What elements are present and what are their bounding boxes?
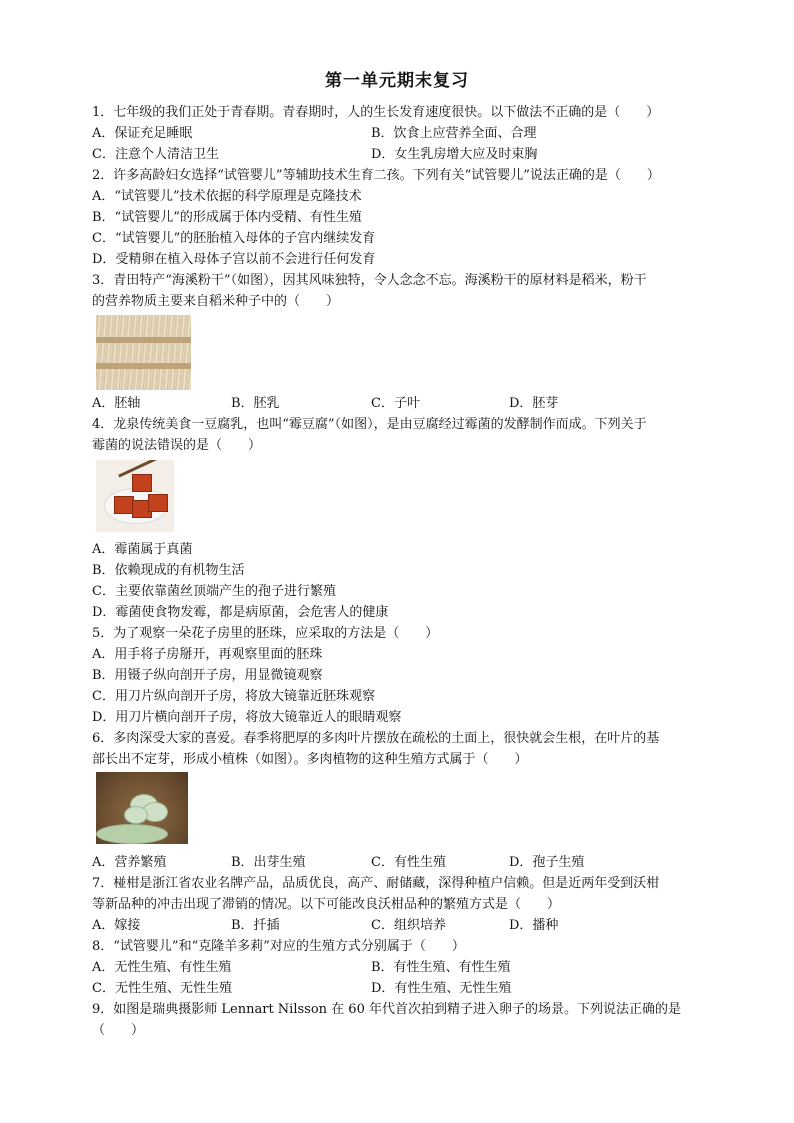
question-3-option-a[interactable]: A．胚轴 — [92, 396, 141, 411]
question-1-options-row-2 — [92, 145, 538, 165]
question-8-option-b[interactable]: B．有性生殖、有性生殖 — [371, 960, 511, 975]
question-2-stem: 2．许多高龄妇女选择“试管婴儿”等辅助技术生育二孩。下列有关“试管婴儿”说法正确的是（ ） — [92, 168, 660, 183]
question-8-option-d[interactable]: D．有性生殖、无性生殖 — [371, 981, 512, 996]
question-8-options-row-1 — [92, 958, 511, 978]
question-8-stem: 8．“试管婴儿”和“克隆羊多莉”对应的生殖方式分别属于（ ） — [92, 939, 465, 954]
question-7-option-c[interactable]: C．组织培养 — [371, 918, 446, 933]
question-5-option-c[interactable]: C．用刀片纵向剖开子房，将放大镜靠近胚珠观察 — [92, 689, 375, 704]
question-5-option-b[interactable]: B．用镊子纵向剖开子房，用显微镜观察 — [92, 668, 323, 683]
dried-rice-noodle-photo — [96, 315, 191, 390]
question-4-option-d[interactable]: D．霉菌使食物发霉，都是病原菌，会危害人的健康 — [92, 605, 389, 620]
question-1-options-row-1 — [92, 124, 537, 144]
succulent-leaf-photo — [96, 772, 188, 844]
question-2-option-a[interactable]: A．“试管婴儿”技术依据的科学原理是克隆技术 — [92, 189, 362, 204]
question-3-option-b[interactable]: B．胚乳 — [231, 396, 280, 411]
question-6-option-d[interactable]: D．孢子生殖 — [509, 855, 585, 870]
question-4-option-b[interactable]: B．依赖现成的有机物生活 — [92, 563, 245, 578]
question-7-option-a[interactable]: A．嫁接 — [92, 918, 141, 933]
question-4-option-a[interactable]: A．霉菌属于真菌 — [92, 542, 193, 557]
question-7-option-b[interactable]: B．扦插 — [231, 918, 280, 933]
question-1-stem: 1．七年级的我们正处于青春期。青春期时，人的生长发育速度很快。以下做法不正确的是（ ） — [92, 105, 660, 120]
question-6-option-c[interactable]: C．有性生殖 — [371, 855, 446, 870]
question-4-stem-line-1: 4．龙泉传统美食一豆腐乳，也叫“霉豆腐”（如图），是由豆腐经过霉菌的发酵制作而成。下列关于 — [92, 417, 647, 432]
question-8-option-c[interactable]: C．无性生殖、无性生殖 — [92, 981, 232, 996]
question-6-option-b[interactable]: B．出芽生殖 — [231, 855, 306, 870]
question-3-option-d[interactable]: D．胚芽 — [509, 396, 559, 411]
question-8-option-a[interactable]: A．无性生殖、有性生殖 — [92, 960, 232, 975]
page-title: 第一单元期末复习 — [325, 71, 469, 91]
question-2-option-c[interactable]: C．“试管婴儿”的胚胎植入母体的子宫内继续发育 — [92, 231, 376, 246]
question-1-option-b[interactable]: B．饮食上应营养全面、合理 — [371, 126, 537, 141]
question-4-option-c[interactable]: C．主要依靠菌丝顶端产生的孢子进行繁殖 — [92, 584, 336, 599]
question-6-stem-line-1: 6．多肉深受大家的喜爱。春季将肥厚的多肉叶片摆放在疏松的土面上，很快就会生根，在叶片的基 — [92, 731, 660, 746]
question-6-stem-line-2: 部长出不定芽，形成小植株（如图）。多肉植物的这种生殖方式属于（ ） — [92, 752, 528, 767]
question-9-stem-line-1: 9．如图是瑞典摄影师 Lennart Nilsson 在 60 年代首次拍到精子进入卵子的场景。下列说法正确的是 — [92, 1002, 681, 1017]
question-1-option-a[interactable]: A．保证充足睡眠 — [92, 126, 193, 141]
question-6-option-a[interactable]: A．营养繁殖 — [92, 855, 167, 870]
question-1-option-c[interactable]: C．注意个人清洁卫生 — [92, 147, 219, 162]
fermented-tofu-photo — [96, 460, 174, 532]
question-5-option-d[interactable]: D．用刀片横向剖开子房，将放大镜靠近人的眼睛观察 — [92, 710, 402, 725]
question-2-option-b[interactable]: B．“试管婴儿”的形成属于体内受精、有性生殖 — [92, 210, 362, 225]
question-1-option-d[interactable]: D．女生乳房增大应及时束胸 — [371, 147, 538, 162]
question-8-options-row-2 — [92, 979, 512, 999]
question-7-stem-line-1: 7．椪柑是浙江省农业名牌产品，品质优良，高产、耐储藏，深得种植户信赖。但是近两年受到沃柑 — [92, 876, 660, 891]
question-7-stem-line-2: 等新品种的冲击出现了滞销的情况。以下可能改良沃柑品种的繁殖方式是（ ） — [92, 897, 561, 912]
question-5-option-a[interactable]: A．用手将子房掰开，再观察里面的胚珠 — [92, 647, 323, 662]
question-4-stem-line-2: 霉菌的说法错误的是（ ） — [92, 438, 262, 453]
question-3-option-c[interactable]: C．子叶 — [371, 396, 420, 411]
question-9-stem-line-2: （ ） — [92, 1023, 145, 1038]
question-7-option-d[interactable]: D．播种 — [509, 918, 559, 933]
question-3-stem-line-2: 的营养物质主要来自稻米种子中的（ ） — [92, 294, 340, 309]
question-2-option-d[interactable]: D．受精卵在植入母体子宫以前不会进行任何发育 — [92, 252, 376, 267]
question-3-stem-line-1: 3．青田特产“海溪粉干”（如图），因其风味独特，令人念念不忘。海溪粉干的原材料是稻米，粉干 — [92, 273, 647, 288]
question-5-stem: 5．为了观察一朵花子房里的胚珠，应采取的方法是（ ） — [92, 626, 439, 641]
